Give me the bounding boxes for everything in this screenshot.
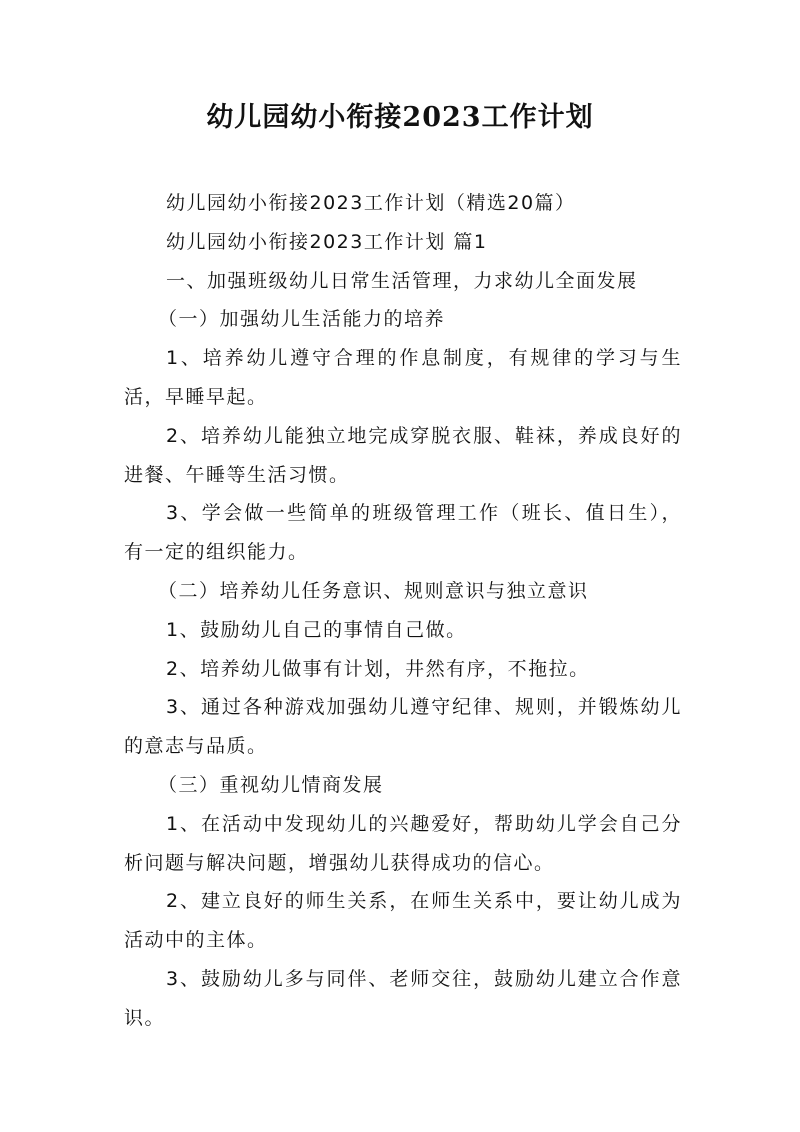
- list-paragraph: 2、培养幼儿做事有计划，井然有序，不拖拉。: [166, 657, 590, 680]
- list-paragraph: 3、学会做一些简单的班级管理工作（班长、值日生），有一定的组织能力。: [124, 502, 682, 564]
- subsection-heading: （一）加强幼儿生活能力的培养: [158, 308, 446, 331]
- list-paragraph: 2、建立良好的师生关系，在师生关系中，要让幼儿成为活动中的主体。: [124, 890, 682, 952]
- document-title: 幼儿园幼小衔接2023工作计划: [206, 102, 594, 133]
- list-paragraph: 1、培养幼儿遵守合理的作息制度，有规律的学习与生活，早睡早起。: [124, 347, 682, 408]
- section-heading: 一、加强班级幼儿日常生活管理，力求幼儿全面发展: [166, 269, 638, 292]
- chapter-heading: 幼儿园幼小衔接2023工作计划 篇1: [166, 230, 488, 253]
- list-paragraph: 3、通过各种游戏加强幼儿遵守纪律、规则，并锻炼幼儿的意志与品质。: [124, 696, 682, 758]
- subsection-heading: （二）培养幼儿任务意识、规则意识与独立意识: [158, 579, 589, 602]
- list-paragraph: 1、在活动中发现幼儿的兴趣爱好，帮助幼儿学会自己分析问题与解决问题，增强幼儿获得成功的信心。: [124, 812, 682, 874]
- subtitle-paragraph: 幼儿园幼小衔接2023工作计划（精选20篇）: [166, 192, 576, 214]
- list-paragraph: 2、培养幼儿能独立地完成穿脱衣服、鞋袜，养成良好的进餐、午睡等生活习惯。: [124, 424, 682, 486]
- list-paragraph: 3、鼓励幼儿多与同伴、老师交往，鼓励幼儿建立合作意识。: [124, 967, 682, 1029]
- document-body: [124, 184, 682, 1038]
- subsection-heading: （三）重视幼儿情商发展: [158, 773, 384, 796]
- list-paragraph: 1、鼓励幼儿自己的事情自己做。: [166, 618, 467, 641]
